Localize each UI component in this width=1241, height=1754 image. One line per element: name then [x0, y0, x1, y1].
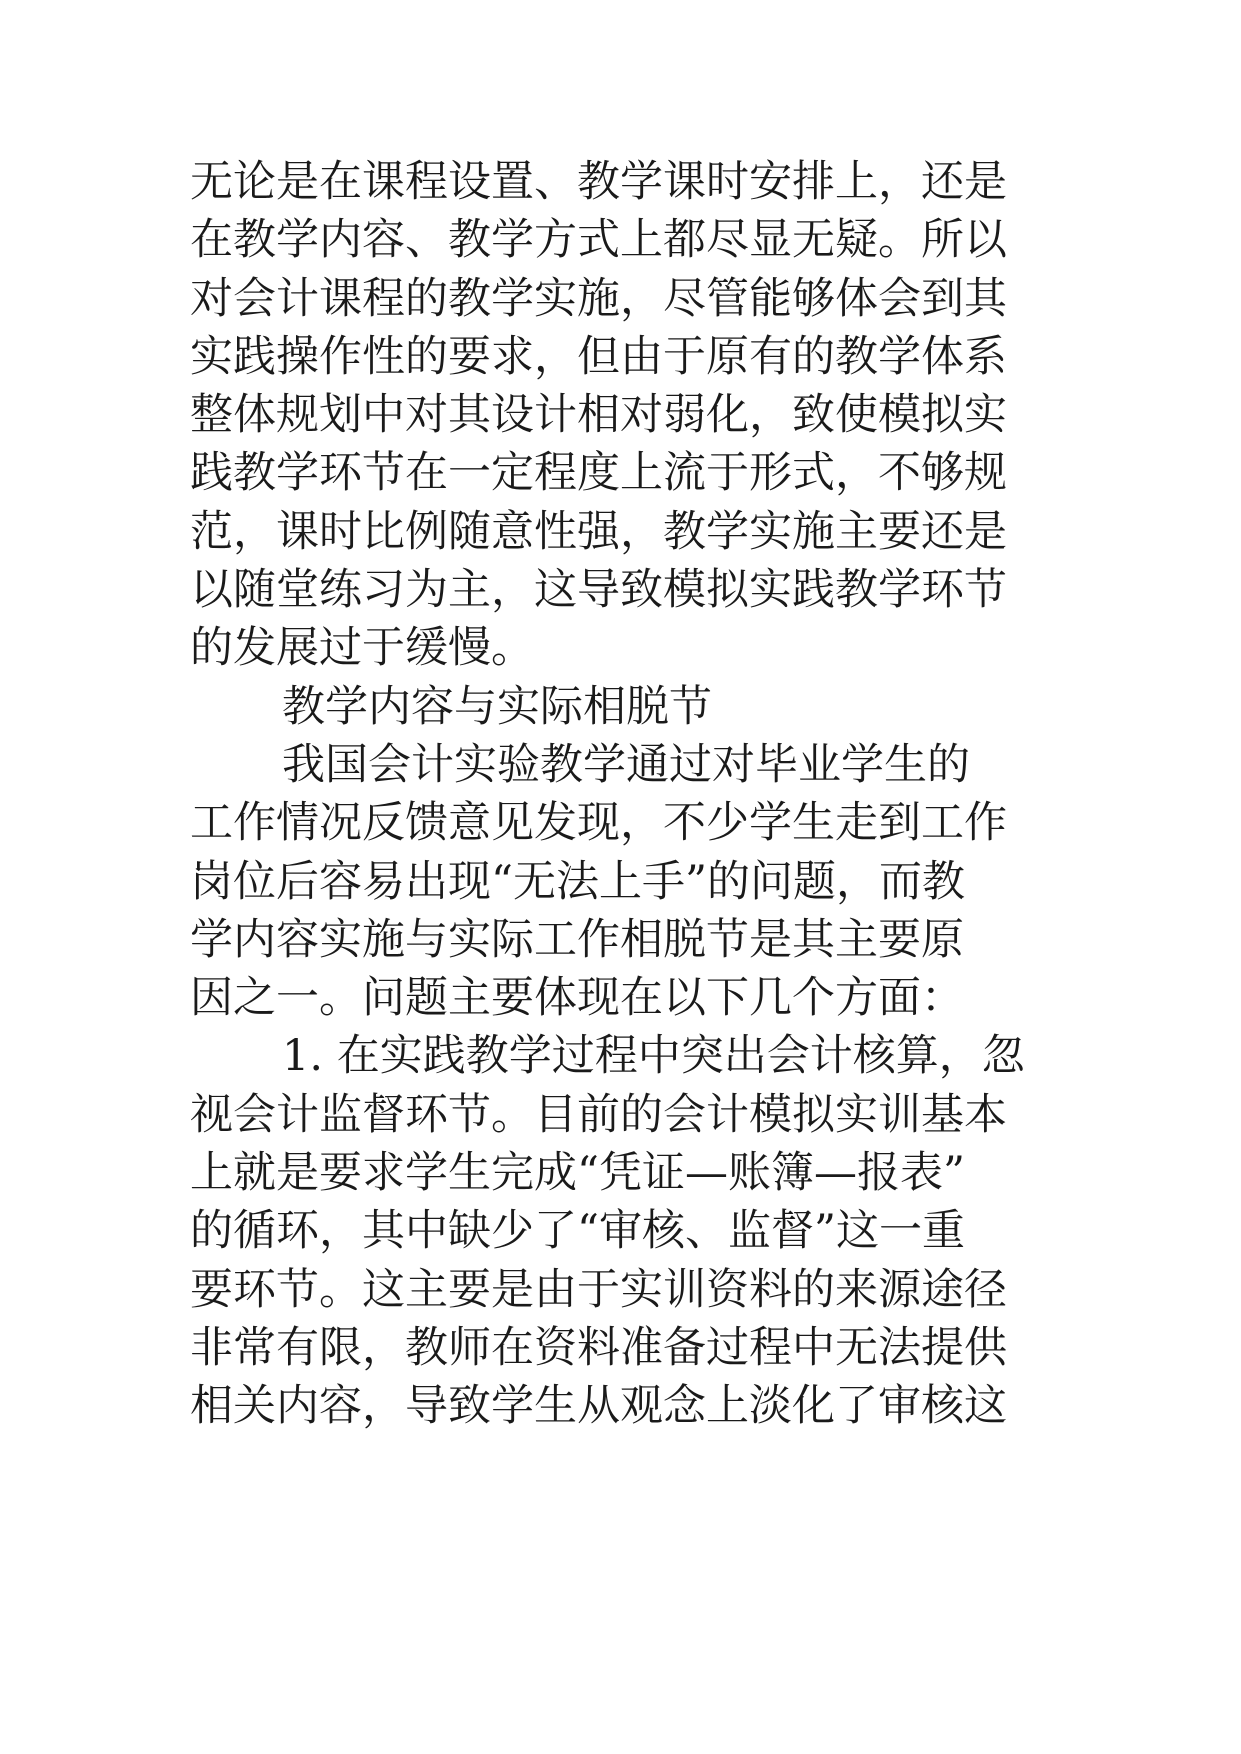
text-line: 我国会计实验教学通过对毕业学生的: [282, 739, 970, 790]
text-line: 的发展过于缓慢。: [190, 623, 534, 674]
text-line: 在教学内容、教学方式上都尽显无疑。所以: [190, 215, 1007, 266]
section-heading: [190, 678, 1060, 736]
text-line: 要环节。这主要是由于实训资料的来源途径: [190, 1264, 1007, 1315]
text-line: 1. 在实践教学过程中突出会计核算，忽: [282, 1031, 1025, 1082]
text-line: 整体规划中对其设计相对弱化，致使模拟实: [190, 390, 1007, 441]
text-line: 工作情况反馈意见发现，不少学生走到工作: [190, 798, 1007, 849]
text-line: 对会计课程的教学实施，尽管能够体会到其: [190, 273, 1007, 324]
text-line: 实践操作性的要求，但由于原有的教学体系: [190, 331, 1007, 382]
text-line: 践教学环节在一定程度上流于形式，不够规: [190, 448, 1007, 499]
text-line: 岗位后容易出现“无法上手”的问题，而教: [190, 856, 965, 907]
text-line: 学内容实施与实际工作相脱节是其主要原: [190, 914, 964, 965]
paragraph-feedback: [190, 736, 1060, 1027]
text-line: 因之一。问题主要体现在以下几个方面：: [190, 973, 964, 1024]
text-line: 上就是要求学生完成“凭证—账簿—报表”: [190, 1148, 965, 1199]
text-line: 以随堂练习为主，这导致模拟实践教学环节: [190, 565, 1007, 616]
paragraph-curriculum-weakness: [190, 153, 1060, 678]
text-line: 的循环，其中缺少了“审核、监督”这一重: [190, 1206, 965, 1257]
text-line: 范，课时比例随意性强，教学实施主要还是: [190, 506, 1007, 557]
text-line: 相关内容，导致学生从观念上淡化了审核这: [190, 1381, 1007, 1432]
text-line: 非常有限，教师在资料准备过程中无法提供: [190, 1322, 1007, 1373]
text-line: 视会计监督环节。目前的会计模拟实训基本: [190, 1089, 1007, 1140]
text-line: 无论是在课程设置、教学课时安排上，还是: [190, 157, 1007, 207]
heading-text: 教学内容与实际相脱节: [282, 681, 712, 732]
paragraph-point-1: [190, 1027, 1060, 1435]
document-page: [190, 153, 1060, 1436]
